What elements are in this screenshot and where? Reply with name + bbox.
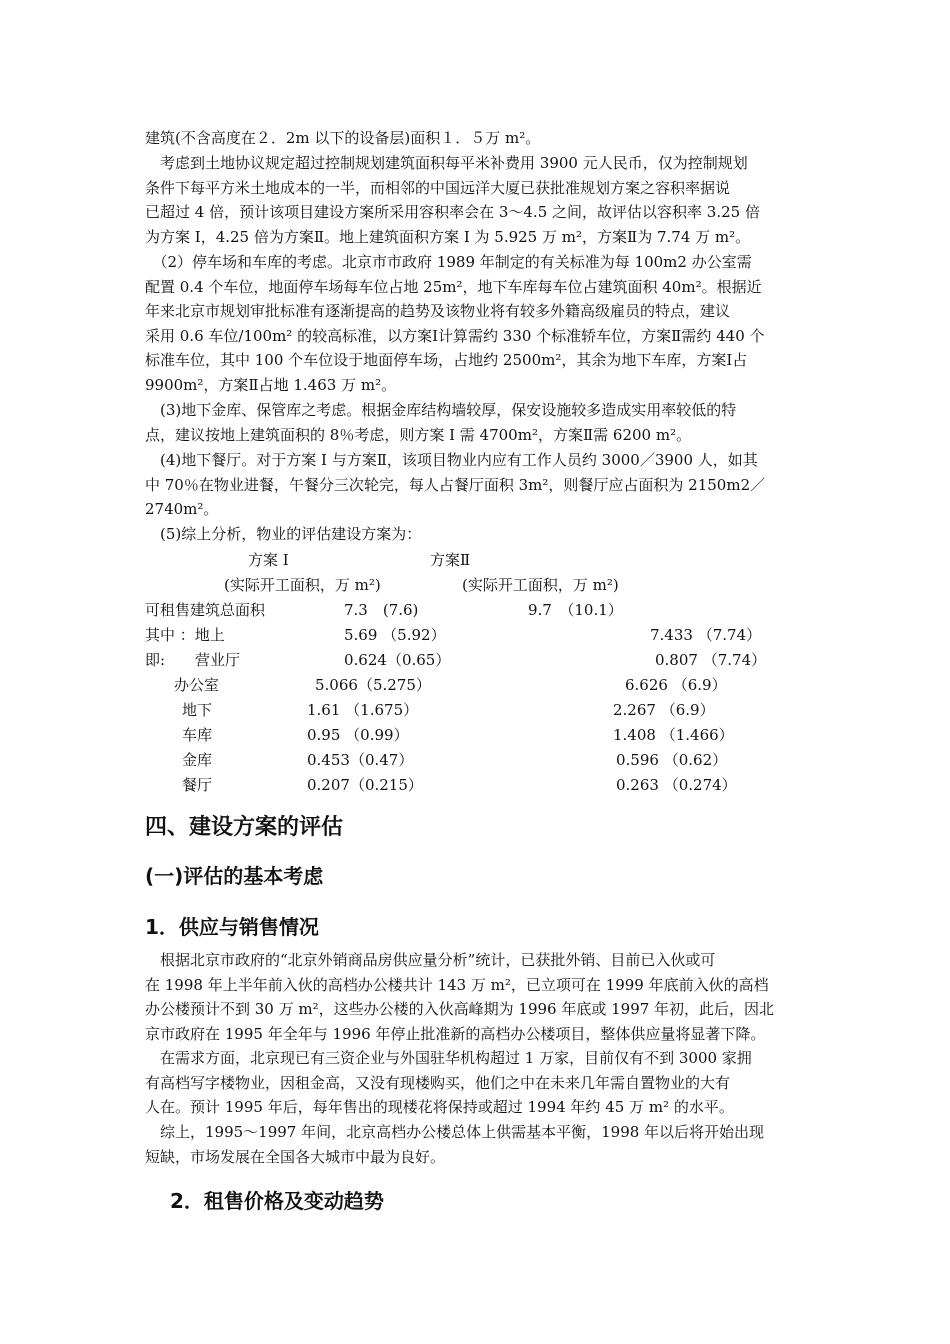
text-line: 综上，1995～1997 年间，北京高档办公楼总体上供需基本平衡，1998 年以后将开始出现 — [145, 1123, 765, 1141]
paragraph-supply — [145, 948, 807, 1046]
text-line: 有高档写字楼物业，因租金高，又没有现楼购买，他们之中在未来几年需自置物业的大有 — [145, 1073, 731, 1092]
table-cell-scheme-2: 1.408 （1.466） — [613, 726, 734, 744]
table-cell-scheme-2: 0.596 （0.62） — [616, 751, 728, 769]
text-line: （2）停车场和车库的考虑。北京市市政府 1989 年制定的有关标准为每 100m2 办公室需 — [145, 253, 752, 271]
table-cell-scheme-2: 9.7 （10.1） — [528, 601, 623, 619]
text-line: 配置 0.4 个车位，地面停车场每车位占地 25m²，地下车库每车位占建筑面积 40m²。根据近 — [145, 277, 762, 296]
text-line: 京市政府在 1995 年全年与 1996 年停止批准新的高档办公楼项目，整体供应量将显著下降。 — [145, 1024, 766, 1043]
table-header-scheme-1: 方案 I — [248, 551, 289, 569]
table-cell-scheme-2: 0.807 （7.74） — [655, 651, 767, 669]
table-row-label: 车库 — [182, 726, 213, 744]
table-cell-scheme-1: 7.3 (7.6) — [344, 601, 419, 619]
text-line: 标准车位，其中 100 个车位设于地面停车场，占地约 2500m²，其余为地下车库，方案Ⅰ占 — [145, 351, 748, 370]
text-line: 在需求方面，北京现已有三资企业与外国驻华机构超过 1 万家，目前仅有不到 3000 家拥 — [145, 1049, 752, 1067]
text-line: 建筑(不含高度在２．2m 以下的设备层)面积１．５万 m²。 — [145, 129, 541, 147]
table-row-label: 其中 ：地上 — [145, 626, 225, 644]
paragraph-plot-ratio — [145, 151, 807, 249]
table-row-label: 即: 营业厅 — [145, 651, 241, 669]
table-cell-scheme-2: 6.626 （6.9） — [625, 676, 727, 694]
paragraph-building-area — [145, 126, 807, 151]
text-line: 9900m²，方案Ⅱ占地 1.463 万 m²。 — [145, 375, 397, 394]
paragraph-parking — [145, 250, 807, 398]
subsection-heading: (一)评估的基本考虑 — [145, 864, 324, 888]
table-row-label: 餐厅 — [182, 776, 213, 794]
table-cell-scheme-2: 7.433 （7.74） — [650, 626, 762, 644]
table-header-scheme-2: 方案Ⅱ — [430, 551, 471, 569]
text-line: (3)地下金库、保管库之考虑。根据金库结构墙较厚，保安设施较多造成实用率较低的特 — [145, 401, 737, 419]
table-row-label: 办公室 — [174, 676, 220, 694]
table-cell-scheme-1: 0.95 （0.99） — [307, 726, 409, 744]
paragraph-restaurant — [145, 448, 807, 522]
text-line: 中 70％在物业进餐，午餐分三次轮完，每人占餐厅面积 3m²，则餐厅应占面积为 2150m2／ — [145, 475, 766, 494]
text-line: 年来北京市规划审批标准有逐渐提高的趋势及该物业将有较多外籍高级雇员的特点，建议 — [145, 302, 731, 321]
table-cell-scheme-1: 0.207（0.215） — [307, 776, 423, 794]
paragraph-demand — [145, 1046, 807, 1120]
text-line: 点，建议按地上建筑面积的 8％考虑，则方案 I 需 4700m²，方案Ⅱ需 6200 m²。 — [145, 425, 692, 444]
table-cell-scheme-2: 0.263 （0.274） — [616, 776, 737, 794]
paragraph-conclusion — [145, 1120, 807, 1169]
table-cell-scheme-1: 0.453（0.47） — [307, 751, 414, 769]
table-cell-scheme-2: 2.267 （6.9） — [613, 701, 715, 719]
table-row-label: 金库 — [182, 751, 213, 769]
paragraph-vault — [145, 398, 807, 447]
text-line: 条件下每平方米土地成本的一半，而相邻的中国远洋大厦已获批准规划方案之容积率据说 — [145, 178, 731, 197]
text-line: 短缺，市场发展在全国各大城市中最为良好。 — [145, 1147, 446, 1166]
paragraph-summary — [145, 522, 807, 547]
section-heading: 四、建设方案的评估 — [145, 815, 344, 840]
table-row-label: 地下 — [182, 701, 213, 719]
table-subheader-scheme-2: (实际开工面积，万 m²) — [462, 576, 619, 594]
text-line: 2740m²。 — [145, 500, 219, 519]
text-line: 已超过 4 倍，预计该项目建设方案所采用容积率会在 3～4.5 之间，故评估以容积率 3.25 倍 — [145, 203, 760, 222]
table-row-label: 可租售建筑总面积 — [145, 601, 266, 619]
text-line: (4)地下餐厅。对于方案 I 与方案Ⅱ，该项目物业内应有工作人员约 3000／3900 人，如其 — [145, 451, 758, 469]
text-line: 办公楼预计不到 30 万 m²，这些办公楼的入伙高峰期为 1996 年底或 1997 年初，此后，因北 — [145, 1000, 775, 1019]
heading-rent-price: 2．租售价格及变动趋势 — [170, 1189, 384, 1213]
table-cell-scheme-1: 5.066（5.275） — [315, 676, 431, 694]
text-line: 根据北京市政府的“北京外销商品房供应量分析”统计，已获批外销、目前已入伙或可 — [145, 951, 716, 969]
table-cell-scheme-1: 0.624（0.65） — [344, 651, 451, 669]
heading-supply-sales: 1．供应与销售情况 — [145, 915, 319, 939]
text-line: 考虑到土地协议规定超过控制规划建筑面积每平米补费用 3900 元人民币，仅为控制规划 — [145, 154, 748, 172]
text-line: 人在。预计 1995 年后，每年售出的现楼花将保持或超过 1994 年约 45 万 m² 的水平。 — [145, 1098, 734, 1117]
table-cell-scheme-1: 1.61 （1.675） — [307, 701, 419, 719]
text-line: 采用 0.6 车位/100m² 的较高标准，以方案Ⅰ计算需约 330 个标准轿车位，方案Ⅱ需约 440 个 — [145, 326, 765, 345]
table-cell-scheme-1: 5.69 （5.92） — [344, 626, 446, 644]
text-line: 在 1998 年上半年前入伙的高档办公楼共计 143 万 m²，已立项可在 1999 年底前入伙的高档 — [145, 975, 769, 994]
table-subheader-scheme-1: (实际开工面积，万 m²) — [224, 576, 381, 594]
text-line: (5)综上分析，物业的评估建设方案为： — [145, 525, 422, 543]
text-line: 为方案 I，4.25 倍为方案Ⅱ。地上建筑面积方案 I 为 5.925 万 m²，方案Ⅱ为 7.74 万 m²。 — [145, 227, 751, 246]
